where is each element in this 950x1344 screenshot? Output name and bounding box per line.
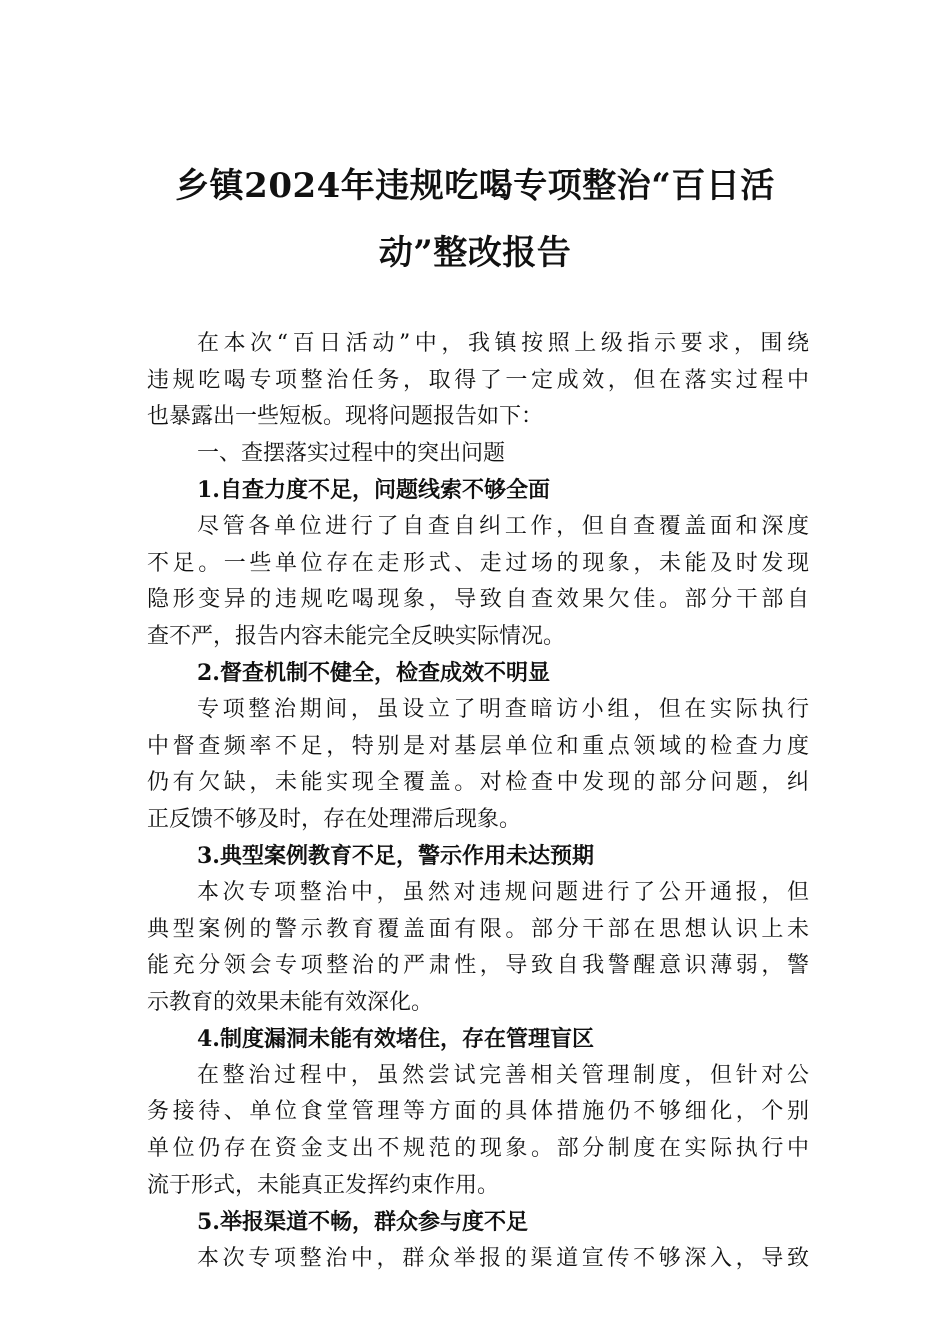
paragraph-line: 务接待、单位食堂管理等方面的具体措施仍不够细化，个别 [147,1099,809,1125]
paragraph-line: 正反馈不够及时，存在处理滞后现象。 [147,806,522,832]
paragraph-line: 能充分领会专项整治的严肃性，导致自我警醒意识薄弱，警 [147,953,809,979]
intro-line: 也暴露出一些短板。现将问题报告如下： [147,404,544,430]
section-heading: 一、查摆落实过程中的突出问题 [197,440,506,466]
paragraph-line: 流于形式，未能真正发挥约束作用。 [147,1172,500,1198]
paragraph-line: 本次专项整治中，虽然对违规问题进行了公开通报，但 [197,879,809,905]
document-title-line-2: 动”整改报告 [378,233,572,273]
paragraph-line: 专项整治期间，虽设立了明查暗访小组，但在实际执行 [197,696,809,722]
item-heading: 1.自查力度不足，问题线索不够全面 [197,477,550,504]
paragraph-line: 隐形变异的违规吃喝现象，导致自查效果欠佳。部分干部自 [147,587,809,613]
paragraph-line: 示教育的效果未能有效深化。 [147,989,434,1015]
paragraph-line: 本次专项整治中，群众举报的渠道宣传不够深入，导致 [197,1245,809,1271]
paragraph-line: 单位仍存在资金支出不规范的现象。部分制度在实际执行中 [147,1136,809,1162]
item-heading: 3.典型案例教育不足，警示作用未达预期 [197,843,594,870]
paragraph-line: 仍有欠缺，未能实现全覆盖。对检查中发现的部分问题，纠 [147,770,809,796]
document-body [147,326,809,1277]
item-heading: 2.督查机制不健全，检查成效不明显 [197,660,550,687]
paragraph-line: 在整治过程中，虽然尝试完善相关管理制度，但针对公 [197,1062,809,1088]
paragraph-line: 中督查频率不足，特别是对基层单位和重点领域的检查力度 [147,733,809,759]
document-title-line-1: 乡镇2024年违规吃喝专项整治“百日活 [175,166,775,206]
item-heading: 4.制度漏洞未能有效堵住，存在管理盲区 [197,1026,594,1053]
paragraph-line: 查不严，报告内容未能完全反映实际情况。 [147,623,566,649]
intro-line: 在本次“百日活动”中，我镇按照上级指示要求，围绕 [197,331,809,356]
paragraph-line: 不足。一些单位存在走形式、走过场的现象，未能及时发现 [147,550,809,576]
paragraph-line: 典型案例的警示教育覆盖面有限。部分干部在思想认识上未 [147,916,809,942]
intro-line: 违规吃喝专项整治任务，取得了一定成效，但在落实过程中 [147,367,809,393]
paragraph-line: 尽管各单位进行了自查自纠工作，但自查覆盖面和深度 [197,513,809,539]
item-heading: 5.举报渠道不畅，群众参与度不足 [197,1209,528,1236]
